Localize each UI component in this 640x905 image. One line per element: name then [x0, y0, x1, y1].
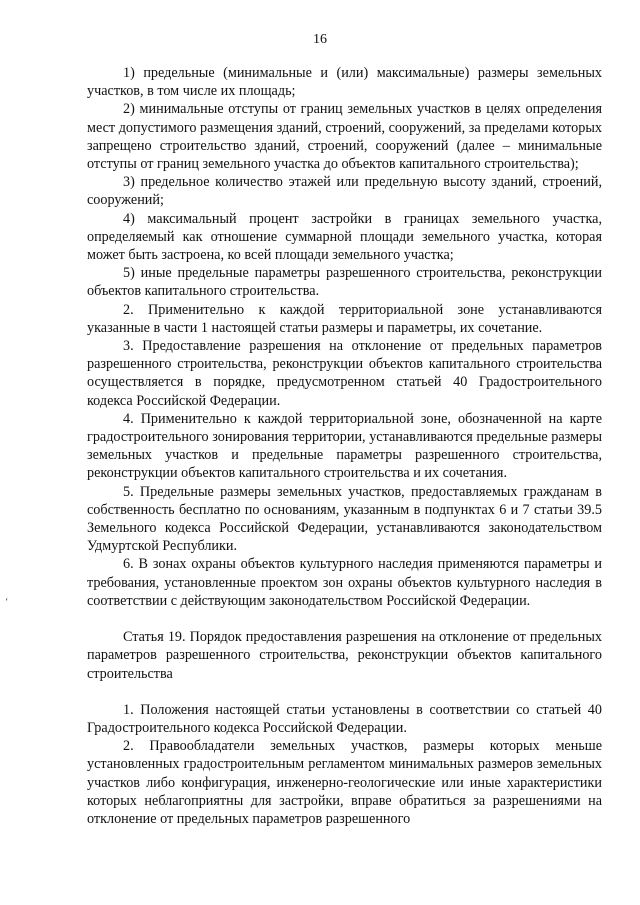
document-body — [87, 64, 602, 828]
paragraph: 1) предельные (минимальные и (или) максимальные) размеры земельных участков, в том числе их площадь; — [87, 65, 602, 100]
paragraph: 5. Предельные размеры земельных участков, предоставляемых гражданам в собственность бесплатно по основаниям, указанным в подпунктах 6 и 7 статьи 39.5 Земельного кодекса Российской Федерации, устанавливаются законодательством Удмуртской Республики. — [87, 483, 602, 555]
paragraph: 6. В зонах охраны объектов культурного наследия применяются параметры и требования, установленные проектом зон охраны объектов культурного наследия в соответствии с действующим законодательством Российской Федерации. — [87, 556, 602, 609]
page-number: 16 — [313, 32, 327, 47]
paragraph: 4) максимальный процент застройки в границах земельного участка, определяемый как отношение суммарной площади земельного участка, которая может быть застроена, ко всей площади земельного участка; — [87, 210, 602, 264]
paragraph: 2) минимальные отступы от границ земельных участков в целях определения мест допустимого размещения зданий, строений, сооружений, за пределами которых запрещено строительство зданий, строений, сооружений (далее – минимальные отступы от границ земельного участка до объектов капитального строительства); — [87, 101, 602, 173]
paragraph: 2. Правообладатели земельных участков, размеры которых меньше установленных градостроительным регламентом минимальных размеров земельных участков либо конфигурация, инженерно-геологические или иные характеристики которых неблагоприятны для застройки, вправе обратиться за разрешениями на отклонение от предельных параметров разрешенного — [87, 738, 602, 827]
paragraph: 4. Применительно к каждой территориальной зоне, обозначенной на карте градостроительного зонирования территории, устанавливаются предельные размеры земельных участков и предельные параметры разрешенного строительства, реконструкции объектов капитального строительства и их сочетания. — [87, 410, 602, 482]
paragraph: 3) предельное количество этажей или предельную высоту зданий, строений, сооружений; — [87, 174, 602, 209]
paragraph: 3. Предоставление разрешения на отклонение от предельных параметров разрешенного строительства, реконструкции объектов капитального строительства осуществляется в порядке, предусмотренном статьей 40 Градостроительного кодекса Российской Федерации. — [87, 338, 602, 409]
paragraph: 1. Положения настоящей статьи установлены в соответствии со статьей 40 Градостроительного кодекса Российской Федерации. — [87, 701, 602, 736]
margin-mark: ‘ — [5, 597, 9, 608]
paragraph: 5) иные предельные параметры разрешенного строительства, реконструкции объектов капитального строительства. — [87, 265, 602, 300]
paragraph: 2. Применительно к каждой территориальной зоне устанавливаются указанные в части 1 настоящей статьи размеры и параметры, их сочетание. — [87, 301, 602, 336]
article-title: Статья 19. Порядок предоставления разрешения на отклонение от предельных параметров разрешенного строительства, реконструкции объектов капитального строительства — [87, 629, 602, 682]
